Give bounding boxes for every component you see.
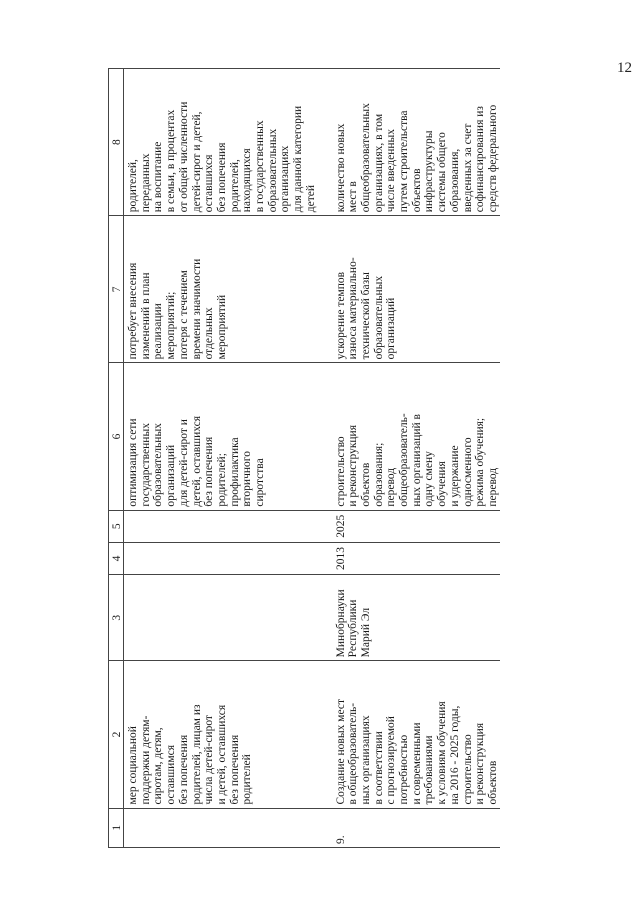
end-year-cell: 2025 <box>332 510 500 542</box>
consequences-cell: потребует внесения изменений в план реализации мероприятий; потеря с течением времени значимости отдельных мероприятий <box>124 216 318 363</box>
header-cell: 6 <box>109 363 124 510</box>
measure-name-cell: Создание новых мест в общеобразователь- ных организациях в соответствии с прогнозируемой потребностью и современными требованиями к условиям обучения на 2016 - 2025 годы, строительство и реконструкция объектов <box>332 661 500 808</box>
table-row <box>332 69 500 848</box>
indicator-cell: родителей, переданных на воспитание в семьи, в процентах от общей численности детей-сирот и детей, оставшихся без попечения родителей, находящихся в государственных образовательных организациях для данной категории детей <box>124 69 318 216</box>
table-header-row <box>109 69 124 848</box>
header-cell: 8 <box>109 69 124 216</box>
page-number: 12 <box>617 60 632 76</box>
expected-result-cell: оптимизация сети государственных образовательных организаций для детей-сирот и детей, оставшихся без попечения родителей; профилактика вторичного сиротства <box>124 363 318 510</box>
table-row <box>124 69 318 848</box>
rotated-table-container <box>108 68 588 848</box>
row-spacer <box>318 69 332 848</box>
consequences-cell: ускорение темпов износа материально- технической базы образовательных организаций <box>332 216 500 363</box>
start-year-cell <box>124 542 318 574</box>
row-number-cell <box>124 808 318 847</box>
expected-result-cell: строительство и реконструкция объектов образования; перевод общеобразователь- ных организаций в одну смену обучения и удержание односменного режима обучения; перевод <box>332 363 500 510</box>
header-cell: 1 <box>109 808 124 847</box>
responsible-cell: Минобрнауки Республики Марий Эл <box>332 575 500 661</box>
measures-table <box>108 68 500 848</box>
row-number-cell: 9. <box>332 808 500 847</box>
end-year-cell <box>124 510 318 542</box>
header-cell: 5 <box>109 510 124 542</box>
header-cell: 7 <box>109 216 124 363</box>
measure-name-cell: мер социальной поддержки детям- сиротам, детям, оставшимся без попечения родителей, лицам из числа детей-сирот и детей, оставшихся без попечения родителей <box>124 661 318 808</box>
indicator-cell: количество новых мест в общеобразовательных организациях, в том числе введенных путем строительства объектов инфраструктуры системы общего образования, введенных за счет софинансирования из средств федерального <box>332 69 500 216</box>
header-cell: 4 <box>109 542 124 574</box>
responsible-cell <box>124 575 318 661</box>
header-cell: 3 <box>109 575 124 661</box>
start-year-cell: 2013 <box>332 542 500 574</box>
header-cell: 2 <box>109 661 124 808</box>
